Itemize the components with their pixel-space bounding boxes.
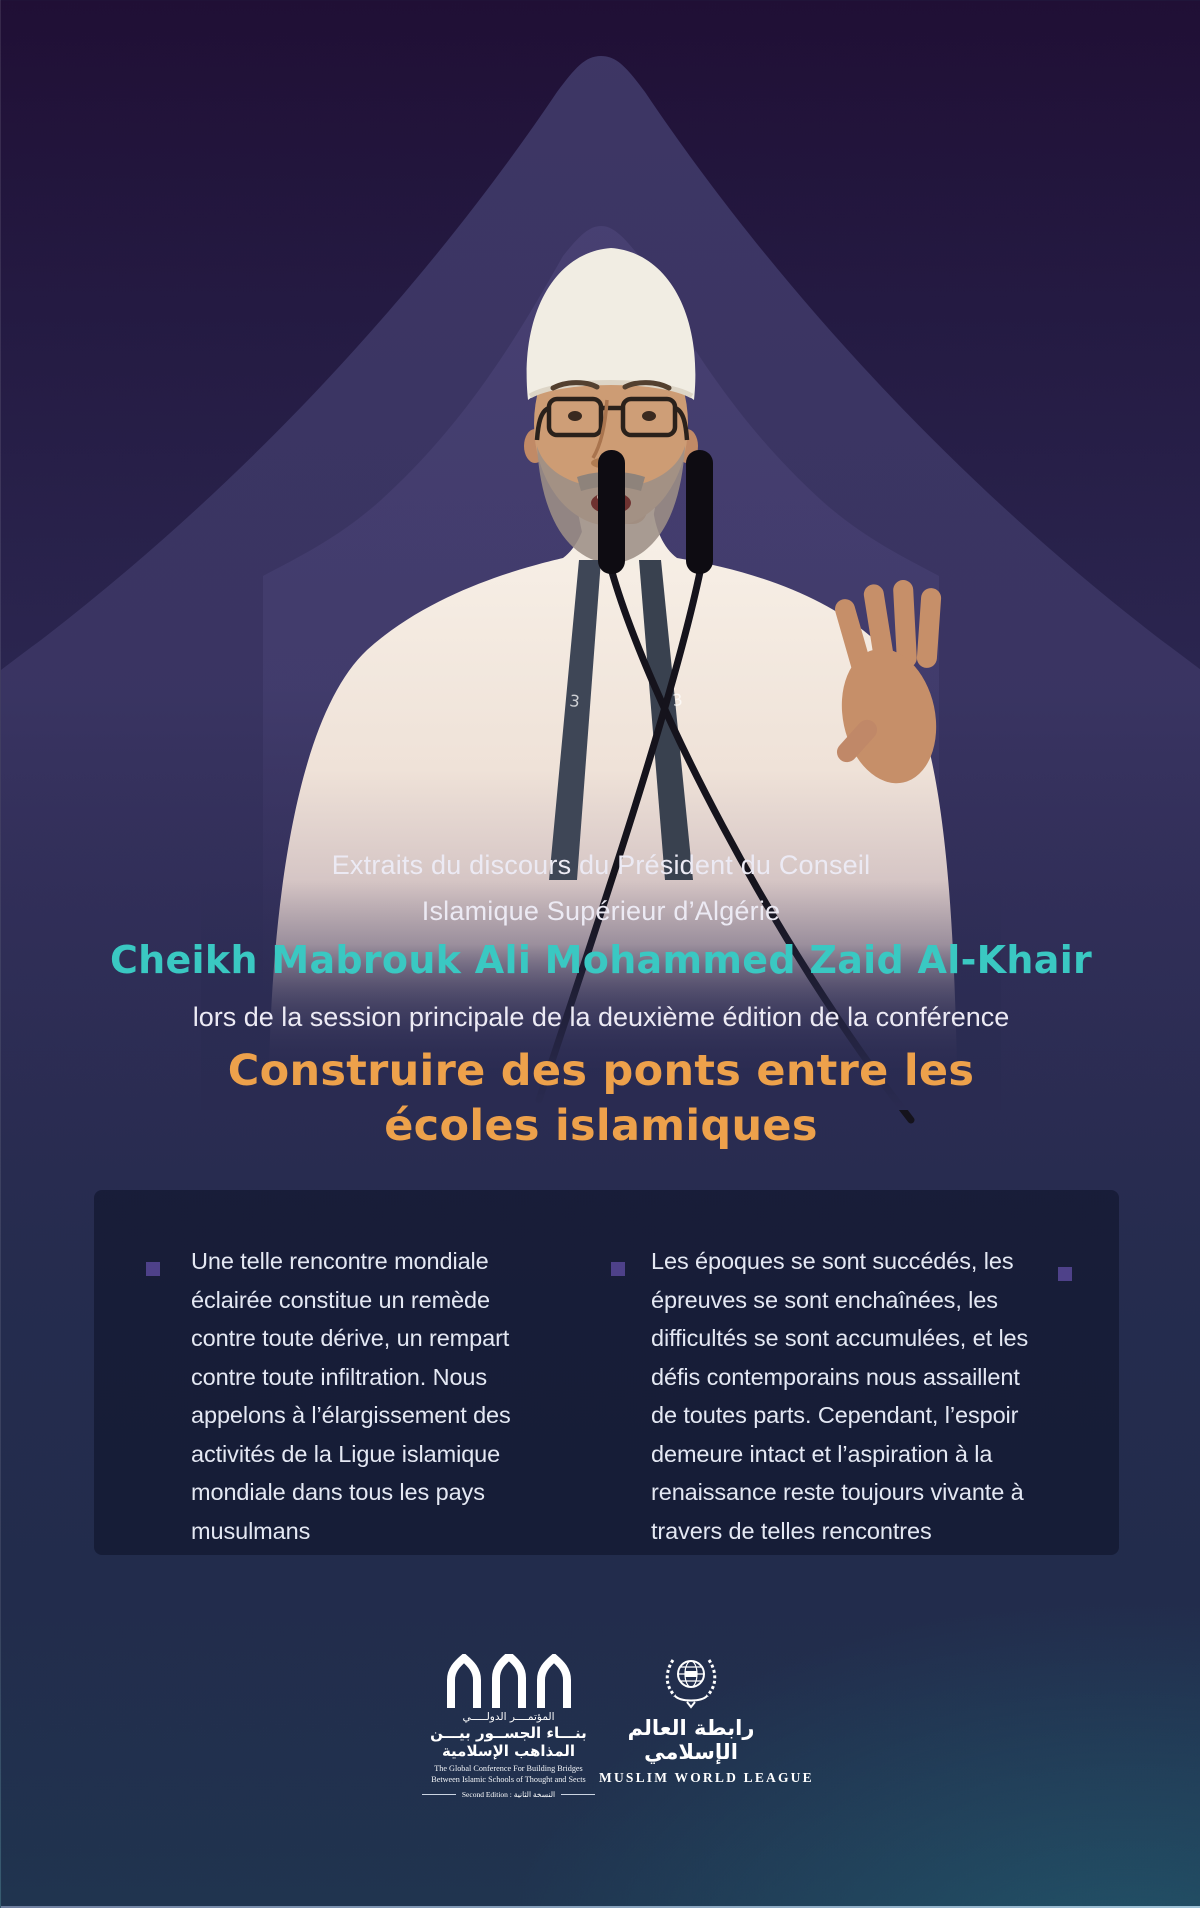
bullet-square-icon bbox=[611, 1262, 625, 1276]
edition-text: Second Edition : النسخة الثانية bbox=[461, 1790, 556, 1799]
conference-arabic-line1: المؤتمــــر الدولـــــي bbox=[462, 1711, 555, 1723]
svg-text:3: 3 bbox=[671, 690, 684, 710]
conference-title-line1: Construire des ponts entre les bbox=[227, 1046, 975, 1096]
conference-arabic-line3: المذاهب الإسلامية bbox=[441, 1742, 576, 1760]
intro-line2: Islamique Supérieur d’Algérie bbox=[421, 896, 781, 926]
edition-rule-left bbox=[422, 1794, 456, 1795]
globe-wreath-icon bbox=[661, 1650, 721, 1712]
conference-logo bbox=[421, 1654, 596, 1799]
footer-logos bbox=[1, 1650, 1200, 1820]
microphone-left bbox=[598, 450, 625, 574]
mwl-english-name: MUSLIM WORLD LEAGUE bbox=[599, 1770, 814, 1785]
microphone-right bbox=[686, 450, 713, 574]
intro-text bbox=[1, 842, 1200, 934]
edition-rule-right bbox=[561, 1794, 595, 1795]
mwl-logo bbox=[599, 1650, 814, 1786]
quote-right: Les époques se sont succédés, les épreuves se sont enchaînées, les difficultés se sont accumulées, et les défis contemporains nous assaillent de toutes parts. Cependant, l’espoir demeure intact et l’aspiration à la renaissance reste toujours vivante à travers de telles rencontres bbox=[651, 1248, 1029, 1544]
svg-text:3: 3 bbox=[568, 691, 581, 712]
edition-line bbox=[421, 1790, 596, 1799]
conference-title bbox=[1, 1044, 1200, 1154]
speaker-name: Cheikh Mabrouk Ali Mohammed Zaid Al-Khair bbox=[109, 938, 1093, 982]
conference-english-lines: The Global Conference For Building Bridges Between Islamic Schools of Thought and Sects bbox=[431, 1764, 586, 1784]
intro-line1: Extraits du discours du Président du Conseil bbox=[331, 850, 871, 880]
conference-arabic-line2: بنـــاء الجســور بيـــن bbox=[430, 1724, 587, 1742]
conference-title-line2: écoles islamiques bbox=[384, 1101, 818, 1151]
bullet-square-icon bbox=[1058, 1267, 1072, 1281]
three-arches-icon bbox=[443, 1654, 575, 1708]
quote-card bbox=[94, 1190, 1119, 1555]
quote-left: Une telle rencontre mondiale éclairée constitue un remède contre toute dérive, un rempart contre toute infiltration. Nous appelons à l’élargissement des activités de la Ligue islamique mondiale dans tous les pays musulmans bbox=[191, 1248, 511, 1544]
mwl-arabic-name: رابطة العالم الإسلامي bbox=[627, 1716, 755, 1764]
bullet-square-icon bbox=[146, 1262, 160, 1276]
session-line: lors de la session principale de la deuxième édition de la conférence bbox=[192, 1002, 1010, 1032]
kufi-cap bbox=[527, 248, 696, 400]
